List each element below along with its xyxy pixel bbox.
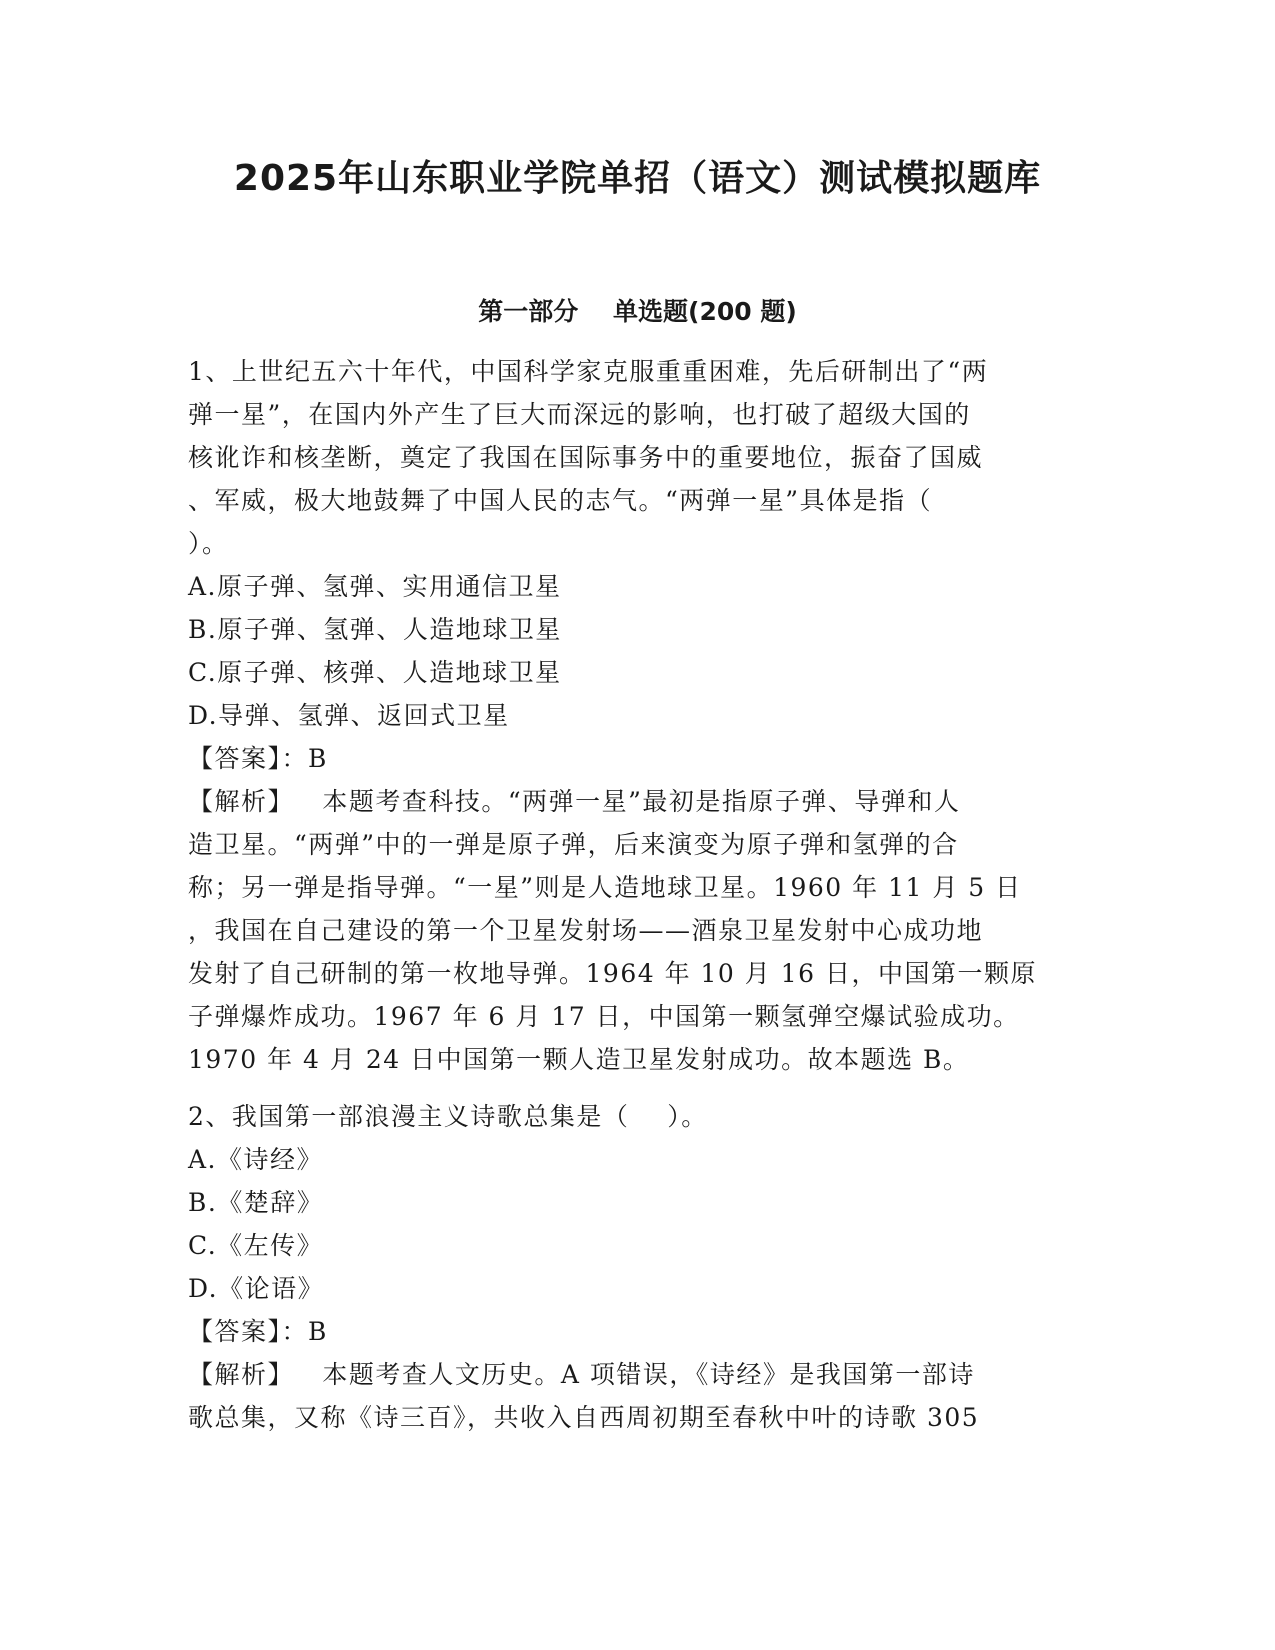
answer-line: 【答案】：B bbox=[188, 744, 328, 773]
analysis-line: 【解析】 本题考查科技。“两弹一星”最初是指原子弹、导弹和人 bbox=[188, 787, 961, 816]
option-b: B.《楚辞》 bbox=[188, 1188, 324, 1217]
option-a: A.《诗经》 bbox=[188, 1145, 324, 1174]
question-stem-line: 2、我国第一部浪漫主义诗歌总集是（ ）。 bbox=[188, 1102, 708, 1131]
option-c: C.《左传》 bbox=[188, 1231, 324, 1260]
analysis-line: 称；另一弹是指导弹。“一星”则是人造地球卫星。1960 年 11 月 5 日 bbox=[188, 873, 1022, 902]
question-2 bbox=[188, 1095, 1088, 1439]
option-d: D.《论语》 bbox=[188, 1274, 325, 1303]
option-d: D.导弹、氢弹、返回式卫星 bbox=[188, 701, 510, 730]
question-spacer bbox=[188, 1081, 1088, 1095]
answer-line: 【答案】：B bbox=[188, 1317, 328, 1346]
analysis-line: ，我国在自己建设的第一个卫星发射场——酒泉卫星发射中心成功地 bbox=[188, 916, 984, 945]
question-stem-line: 弹一星”，在国内外产生了巨大而深远的影响，也打破了超级大国的 bbox=[188, 400, 971, 429]
analysis-line: 【解析】 本题考查人文历史。A 项错误，《诗经》是我国第一部诗 bbox=[188, 1360, 975, 1389]
analysis-line: 歌总集，又称《诗三百》，共收入自西周初期至春秋中叶的诗歌 305 bbox=[188, 1403, 980, 1432]
analysis-line: 发射了自己研制的第一枚地导弹。1964 年 10 月 16 日，中国第一颗原 bbox=[188, 959, 1037, 988]
question-stem-line: 1、上世纪五六十年代，中国科学家克服重重困难，先后研制出了“两 bbox=[188, 357, 989, 386]
question-1 bbox=[188, 350, 1088, 1081]
option-b: B.原子弹、氢弹、人造地球卫星 bbox=[188, 615, 562, 644]
analysis-line: 造卫星。“两弹”中的一弹是原子弹，后来演变为原子弹和氢弹的合 bbox=[188, 830, 959, 859]
section-title: 第一部分 单选题(200 题) bbox=[478, 297, 797, 326]
question-stem-line: 核讹诈和核垄断，奠定了我国在国际事务中的重要地位，振奋了国威 bbox=[188, 443, 984, 472]
question-stem-line: 、军威，极大地鼓舞了中国人民的志气。“两弹一星”具体是指（ bbox=[188, 486, 933, 515]
document-title: 2025年山东职业学院单招（语文）测试模拟题库 bbox=[233, 158, 1042, 199]
question-stem-line: ）。 bbox=[188, 529, 229, 558]
analysis-line: 子弹爆炸成功。1967 年 6 月 17 日，中国第一颗氢弹空爆试验成功。 bbox=[188, 1002, 1020, 1031]
analysis-line: 1970 年 4 月 24 日中国第一颗人造卫星发射成功。故本题选 B。 bbox=[188, 1045, 970, 1074]
option-a: A.原子弹、氢弹、实用通信卫星 bbox=[188, 572, 562, 601]
option-c: C.原子弹、核弹、人造地球卫星 bbox=[188, 658, 562, 687]
question-list bbox=[188, 350, 1088, 1439]
